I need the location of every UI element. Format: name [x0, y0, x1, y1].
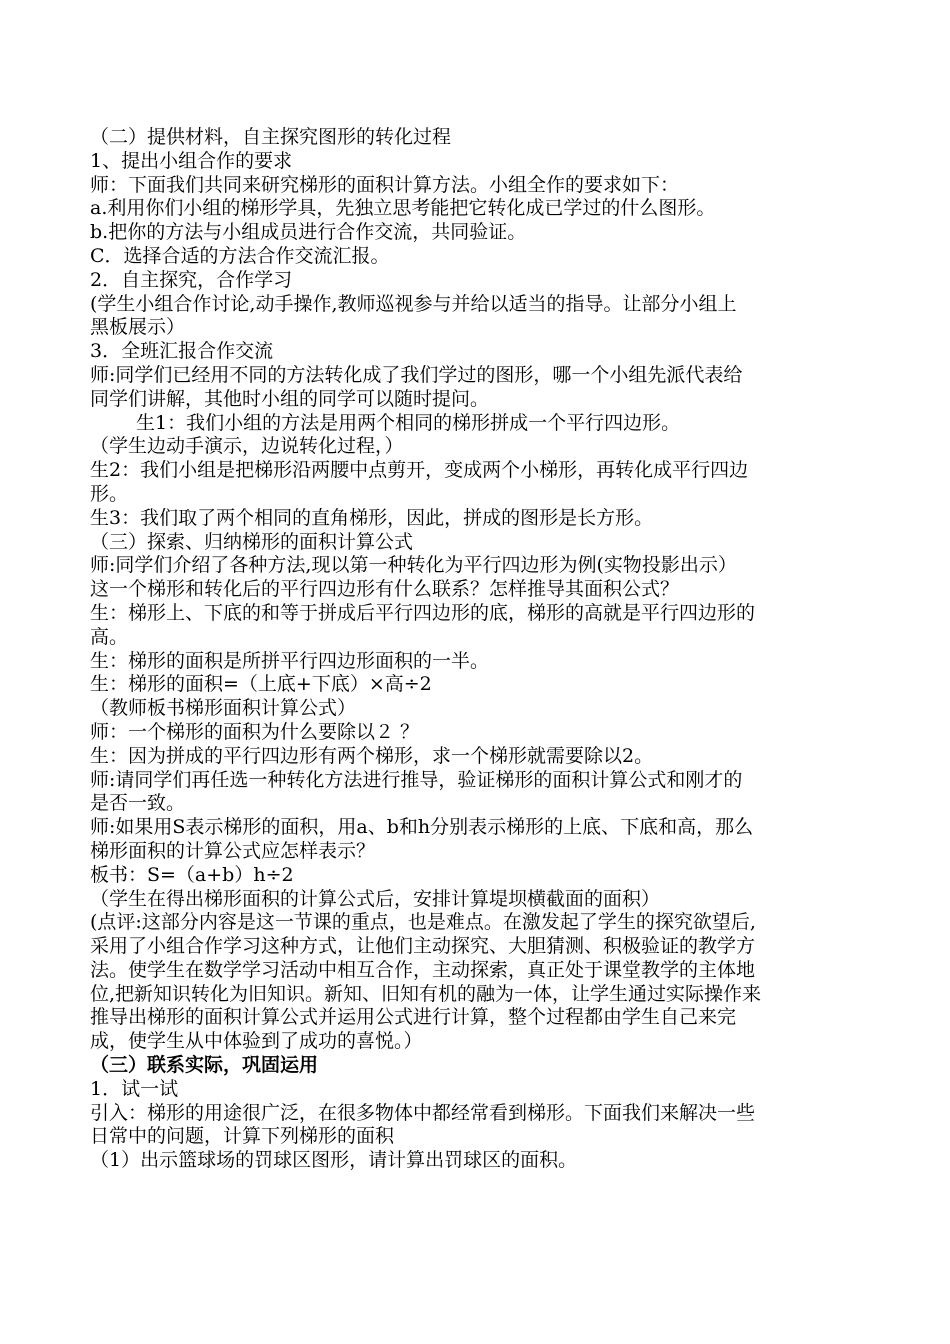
paragraph-line: 同学们讲解，其他时小组的同学可以随时提问。 — [90, 387, 490, 410]
paragraph-line: 引入：梯形的用途很广泛，在很多物体中都经常看到梯形。下面我们来解决一些 — [90, 1101, 756, 1124]
comment-line: (点评:这部分内容是这一节课的重点，也是难点。在激发起了学生的探究欲望后, — [90, 911, 756, 934]
comment-line: 推导出梯形的面积计算公式并运用公式进行计算，整个过程都由学生自己来完 — [90, 1006, 737, 1029]
paragraph-line: 生：梯形上、下底的和等于拼成后平行四边形的底，梯形的高就是平行四边形的 — [90, 601, 756, 624]
section-heading: （二）提供材料，自主探究图形的转化过程 — [90, 126, 452, 148]
document-body — [90, 126, 870, 1173]
paragraph-line: 形。 — [90, 482, 129, 505]
comment-line: 成，使学生从中体验到了成功的喜悦。） — [90, 1030, 423, 1053]
paragraph-line: (学生小组合作讨论,动手操作,教师巡视参与并给以适当的指导。让部分小组上 — [90, 292, 737, 315]
comment-line: 采用了小组合作学习这种方式，让他们主动探究、大胆猜测、积极验证的教学方 — [90, 935, 756, 958]
paragraph-line: 1、提出小组合作的要求 — [90, 149, 293, 172]
paragraph-line: 生：梯形的面积=（上底+下底）×高÷2 — [90, 673, 432, 696]
paragraph-line: （学生在得出梯形面积的计算公式后，安排计算堤坝横截面的面积） — [90, 887, 661, 910]
paragraph-line: 生3：我们取了两个相同的直角梯形，因此，拼成的图形是长方形。 — [90, 506, 654, 529]
paragraph-line: 师:请同学们再任选一种转化方法进行推导，验证梯形的面积计算公式和刚才的 — [90, 768, 743, 791]
paragraph-line: 师:同学们介绍了各种方法,现以第一种转化为平行四边形为例(实物投影出示） — [90, 554, 737, 577]
paragraph-line: 2．自主探究，合作学习 — [90, 268, 293, 291]
paragraph-line: 梯形面积的计算公式应怎样表示？ — [90, 839, 376, 862]
paragraph-line: 师:如果用S表示梯形的面积，用a、b和h分别表示梯形的上底、下底和高，那么 — [90, 816, 754, 839]
paragraph-line: b.把你的方法与小组成员进行合作交流，共同验证。 — [90, 221, 527, 244]
section-heading: （三）探索、归纳梯形的面积计算公式 — [90, 530, 414, 553]
paragraph-line: 生1：我们小组的方法是用两个相同的梯形拼成一个平行四边形。 — [136, 411, 681, 434]
section-heading-bold: （三）联系实际，巩固运用 — [90, 1054, 319, 1077]
paragraph-line: 师：一个梯形的面积为什么要除以２ ？ — [90, 720, 420, 743]
paragraph-line: 这一个梯形和转化后的平行四边形有什么联系？怎样推导其面积公式？ — [90, 578, 680, 601]
paragraph-line: （教师板书梯形面积计算公式） — [90, 697, 357, 720]
paragraph-line: 生：因为拼成的平行四边形有两个梯形，求一个梯形就需要除以2。 — [90, 744, 654, 767]
paragraph-line: 是否一致。 — [90, 792, 186, 815]
paragraph-line: 师:同学们已经用不同的方法转化成了我们学过的图形，哪一个小组先派代表给 — [90, 363, 743, 386]
paragraph-line: 3．全班汇报合作交流 — [90, 340, 274, 363]
paragraph-line: 高。 — [90, 625, 129, 648]
formula-line: 板书：S=（a+b）h÷2 — [90, 863, 294, 886]
paragraph-line: a.利用你们小组的梯形学具，先独立思考能把它转化成已学过的什么图形。 — [90, 197, 716, 220]
paragraph-line: 1．试一试 — [90, 1077, 179, 1100]
comment-line: 位,把新知识转化为旧知识。新知、旧知有机的融为一体，让学生通过实际操作来 — [90, 982, 762, 1005]
comment-line: 法。使学生在数学学习活动中相互合作，主动探索，真正处于课堂教学的主体地 — [90, 958, 756, 981]
paragraph-line: 黑板展示） — [90, 316, 186, 339]
paragraph-line: 师：下面我们共同来研究梯形的面积计算方法。小组全作的要求如下： — [90, 173, 680, 196]
paragraph-line: （学生边动手演示，边说转化过程，） — [90, 435, 404, 458]
paragraph-line: 生：梯形的面积是所拼平行四边形面积的一半。 — [90, 649, 490, 672]
paragraph-line: 日常中的问题，计算下列梯形的面积 — [90, 1125, 395, 1148]
paragraph-line: 生2：我们小组是把梯形沿两腰中点剪开，变成两个小梯形，再转化成平行四边 — [90, 459, 749, 482]
paragraph-line: （1）出示篮球场的罚球区图形，请计算出罚球区的面积。 — [90, 1149, 578, 1172]
paragraph-line: C．选择合适的方法合作交流汇报。 — [90, 244, 390, 267]
